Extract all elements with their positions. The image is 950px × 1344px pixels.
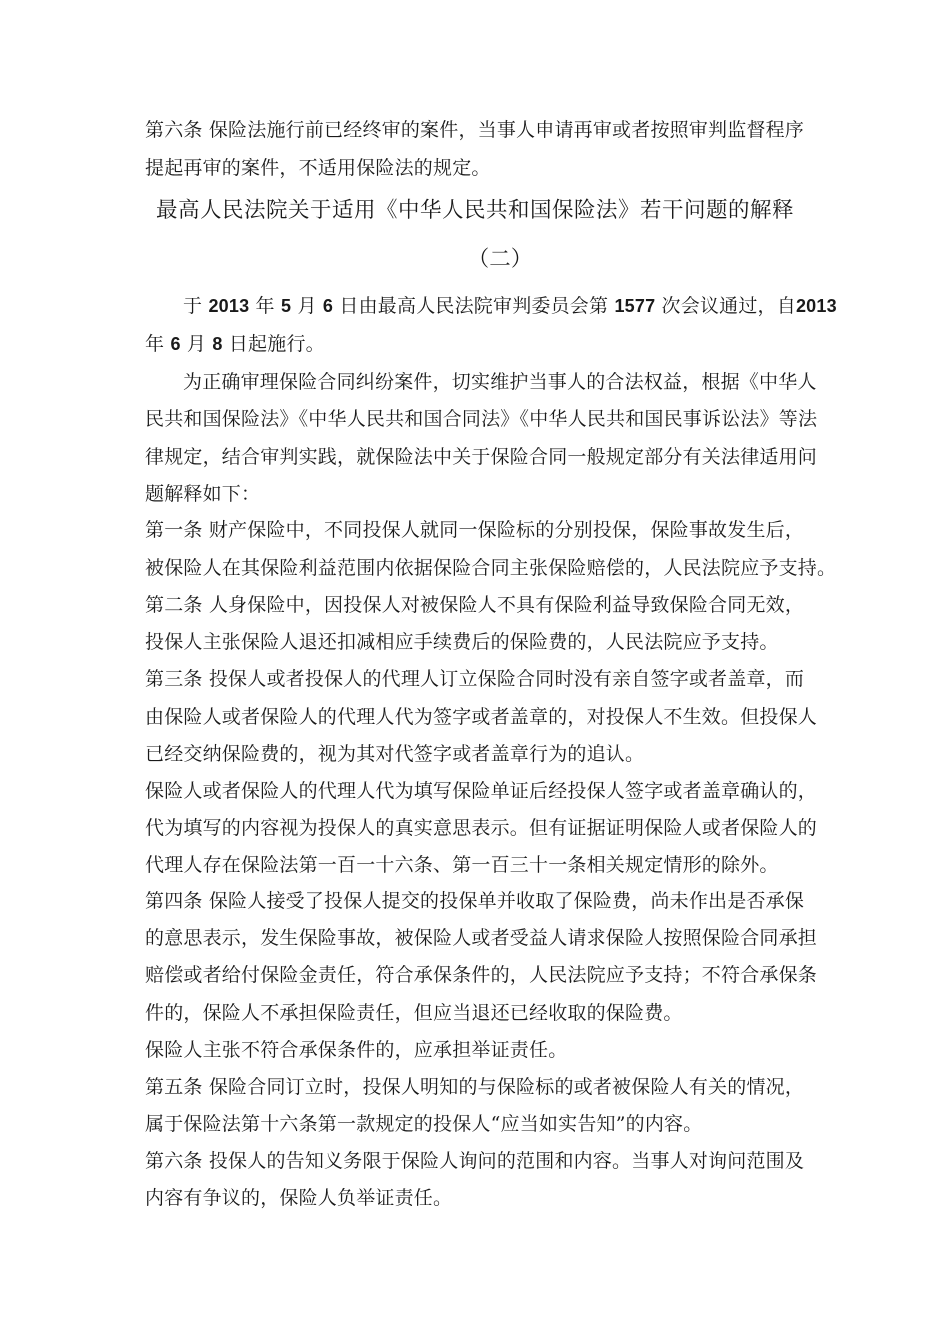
article-4-line-2: 的意思表示，发生保险事故，被保险人或者受益人请求保险人按照保险合同承担 — [145, 927, 818, 949]
article-5-line-2: 属于保险法第十六条第一款规定的投保人“应当如实告知”的内容。 — [145, 1113, 703, 1135]
adoption-line-2: 年 6 月 8 日起施行。 — [145, 333, 325, 355]
article-3-line-3: 已经交纳保险费的，视为其对代签字或者盖章行为的追认。 — [145, 743, 645, 765]
preamble-line-1: 为正确审理保险合同纠纷案件，切实维护当事人的合法权益，根据《中华人 — [183, 371, 817, 393]
article-1-line-2: 被保险人在其保险利益范围内依据保险合同主张保险赔偿的，人民法院应予支持。 — [145, 557, 837, 579]
article-4-line-3: 赔偿或者给付保险金责任，符合承保条件的，人民法院应予支持；不符合承保条 — [145, 964, 818, 986]
article-3-para2-line-1: 保险人或者保险人的代理人代为填写保险单证后经投保人签字或者盖章确认的， — [145, 780, 818, 802]
article-3-para2-line-2: 代为填写的内容视为投保人的真实意思表示。但有证据证明保险人或者保险人的 — [145, 817, 818, 839]
adoption-line-1: 于 2013 年 5 月 6 日由最高人民法院审判委员会第 1577 次会议通过，自2013 — [183, 295, 837, 317]
preamble-line-4: 题解释如下： — [145, 483, 261, 505]
article-6-line-1: 第六条 投保人的告知义务限于保险人询问的范围和内容。当事人对询问范围及 — [145, 1150, 805, 1172]
article-2-line-2: 投保人主张保险人退还扣减相应手续费后的保险费的，人民法院应予支持。 — [145, 631, 779, 653]
article-4-line-4: 件的，保险人不承担保险责任，但应当退还已经收取的保险费。 — [145, 1002, 683, 1024]
preamble-line-3: 律规定，结合审判实践，就保险法中关于保险合同一般规定部分有关法律适用问 — [145, 446, 818, 468]
article-4-line-1: 第四条 保险人接受了投保人提交的投保单并收取了保险费，尚未作出是否承保 — [145, 890, 805, 912]
prev-article-6-line-2: 提起再审的案件，不适用保险法的规定。 — [145, 157, 491, 179]
article-5-line-1: 第五条 保险合同订立时，投保人明知的与保险标的或者被保险人有关的情况， — [145, 1076, 805, 1098]
article-1-line-1: 第一条 财产保险中，不同投保人就同一保险标的分别投保，保险事故发生后， — [145, 519, 805, 541]
article-3-line-1: 第三条 投保人或者投保人的代理人订立保险合同时没有亲自签字或者盖章，而 — [145, 668, 805, 690]
prev-article-6-line-1: 第六条 保险法施行前已经终审的案件，当事人申请再审或者按照审判监督程序 — [145, 119, 805, 141]
document-subtitle — [0, 246, 950, 274]
article-4-para2-line-1: 保险人主张不符合承保条件的，应承担举证责任。 — [145, 1039, 568, 1061]
article-3-line-2: 由保险人或者保险人的代理人代为签字或者盖章的，对投保人不生效。但投保人 — [145, 706, 818, 728]
article-3-para2-line-3: 代理人存在保险法第一百一十六条、第一百三十一条相关规定情形的除外。 — [145, 854, 779, 876]
document-title: 最高人民法院关于适用《中华人民共和国保险法》若干问题的解释 — [155, 198, 794, 223]
subtitle-text: （二） — [467, 247, 533, 272]
article-2-line-1: 第二条 人身保险中，因投保人对被保险人不具有保险利益导致保险合同无效， — [145, 594, 805, 616]
preamble-line-2: 民共和国保险法》《中华人民共和国合同法》《中华人民共和国民事诉讼法》等法 — [145, 408, 818, 430]
article-6-line-2: 内容有争议的，保险人负举证责任。 — [145, 1187, 453, 1209]
